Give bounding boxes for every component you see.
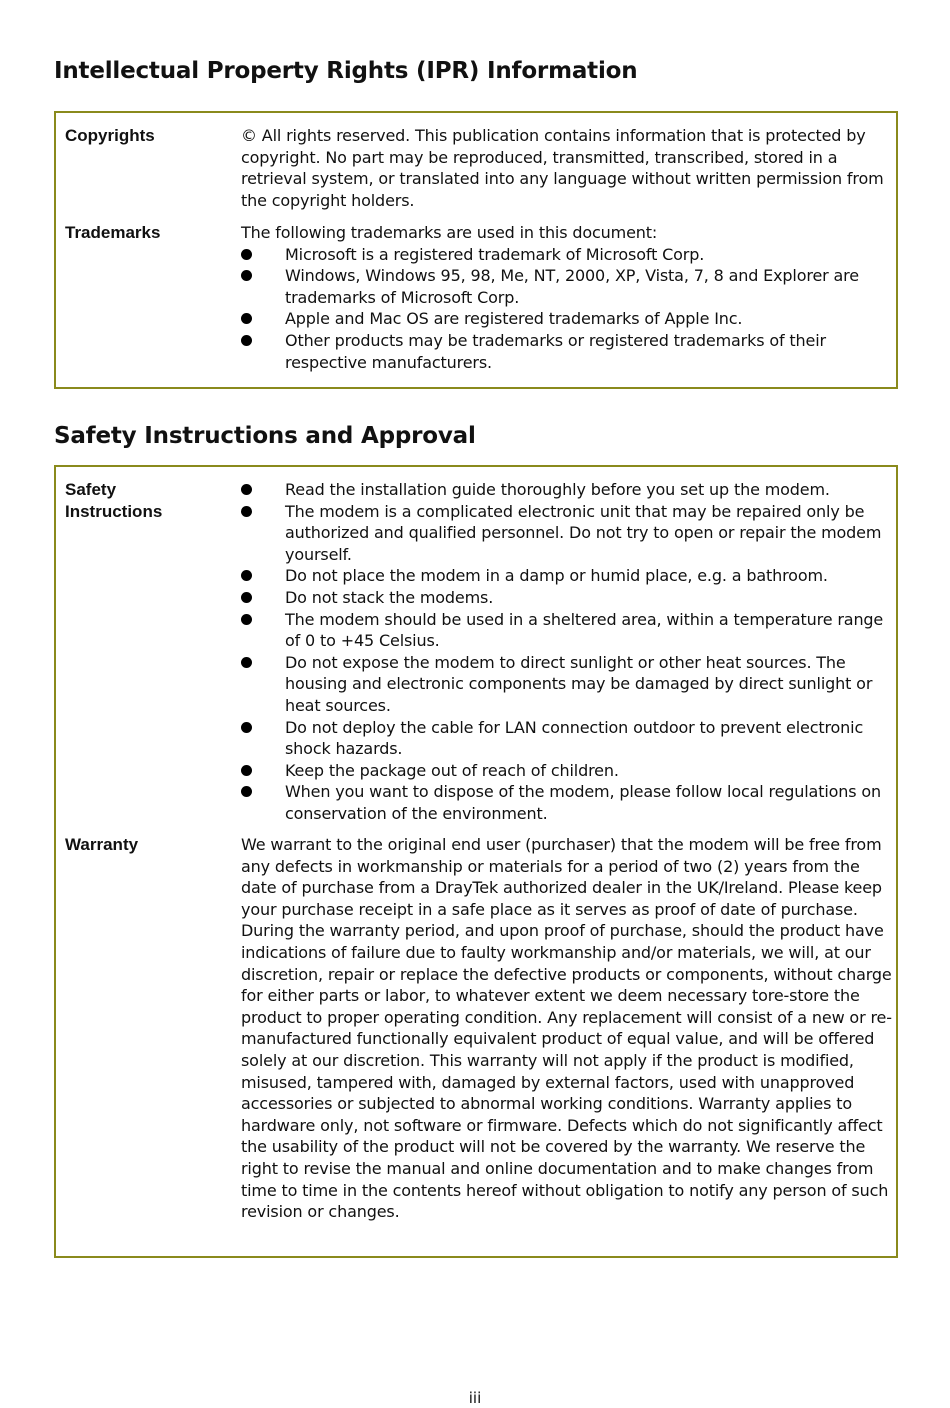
safety-item-text: Keep the package out of reach of children. xyxy=(285,760,619,780)
bullet-icon xyxy=(241,249,252,260)
list-item xyxy=(241,308,896,330)
list-item xyxy=(241,652,896,717)
trademark-item-text: Apple and Mac OS are registered trademarks of Apple Inc. xyxy=(285,309,743,329)
safety-box xyxy=(54,465,898,1258)
ipr-heading: Intellectual Property Rights (IPR) Information xyxy=(54,58,638,84)
bullet-icon xyxy=(241,570,252,581)
bullet-icon xyxy=(241,592,252,603)
page-number: iii xyxy=(468,1389,482,1407)
bullet-icon xyxy=(241,722,252,733)
copyrights-paragraph: © All rights reserved. This publication contains information that is protected by copyright. No part may be reproduced, transmitted, transcribed, stored in a retrieval system, or translated into any language without written permission from the copyright holders. xyxy=(241,126,884,210)
copyrights-text xyxy=(241,125,896,211)
warranty-content xyxy=(241,834,896,1223)
safety-item-text: The modem should be used in a sheltered area, within a temperature range of 0 to +45 Celsius. xyxy=(285,609,884,651)
list-item xyxy=(241,717,896,760)
bullet-icon xyxy=(241,765,252,776)
list-item xyxy=(241,781,896,824)
safety-heading: Safety Instructions and Approval xyxy=(54,423,476,449)
trademarks-content xyxy=(241,222,896,373)
list-item xyxy=(241,479,896,501)
safety-item-text: When you want to dispose of the modem, please follow local regulations on conservation of the environment. xyxy=(285,782,882,823)
safety-item-text: Read the installation guide thoroughly before you set up the modem. xyxy=(285,480,830,499)
list-item xyxy=(241,501,896,566)
list-item xyxy=(241,609,896,652)
list-item xyxy=(241,587,896,609)
trademarks-list xyxy=(241,244,896,374)
warranty-label: Warranty xyxy=(65,835,139,854)
trademark-item-text: Windows, Windows 95, 98, Me, NT, 2000, XP, Vista, 7, 8 and Explorer are trademarks of Microsoft Corp. xyxy=(285,266,859,307)
trademark-item-text: Other products may be trademarks or registered trademarks of their respective manufacturers. xyxy=(285,330,826,372)
bullet-icon xyxy=(241,484,252,495)
warranty-paragraph: We warrant to the original end user (purchaser) that the modem will be free from any defects in workmanship or materials for a period of two (2) years from the date of purchase from a DrayTek authorized dealer in the UK/Ireland. Please keep your purchase receipt in a safe place as it serves as proof of date of purchase. During the warranty period, and upon proof of purchase, should the product have indications of failure due to faulty workmanship and/or materials, we will, at our discretion, repair or replace the defective products or components, without charge for either parts or labor, to whatever extent we deem necessary tore-store the product to proper operating condition. Any replacement will consist of a new or re-manufactured functionally equivalent product of equal value, and will be offered solely at our discretion. This warranty will not apply if the product is modified, misused, tampered with, damaged by external factors, used with unapproved accessories or subjected to abnormal working conditions. Warranty applies to hardware only, not software or firmware. Defects which do not significantly affect the usability of the product will not be covered by the warranty. We reserve the right to revise the manual and online documentation and to make changes from time to time in the contents hereof without obligation to notify any person of such revision or changes. xyxy=(241,835,892,1222)
bullet-icon xyxy=(241,614,252,625)
safety-instructions-content xyxy=(241,479,896,825)
list-item xyxy=(241,565,896,587)
bullet-icon xyxy=(241,313,252,324)
trademarks-label: Trademarks xyxy=(65,223,161,242)
list-item xyxy=(241,265,896,308)
ipr-box xyxy=(54,111,898,389)
bullet-icon xyxy=(241,335,252,346)
trademarks-intro: The following trademarks are used in this document: xyxy=(241,223,658,242)
safety-item-text: Do not expose the modem to direct sunlight or other heat sources. The housing and electronic components may be damaged by direct sunlight or heat sources. xyxy=(285,652,873,715)
trademark-item-text: Microsoft is a registered trademark of Microsoft Corp. xyxy=(285,244,705,264)
list-item xyxy=(241,760,896,782)
safety-instructions-list xyxy=(241,479,896,825)
safety-item-text: Do not stack the modems. xyxy=(285,587,494,607)
bullet-icon xyxy=(241,657,252,668)
list-item xyxy=(241,244,896,266)
bullet-icon xyxy=(241,506,252,517)
safety-item-text: The modem is a complicated electronic unit that may be repaired only be authorized and qualified personnel. Do not try to open or repair the modem yourself. xyxy=(285,501,882,564)
safety-item-text: Do not deploy the cable for LAN connection outdoor to prevent electronic shock hazards. xyxy=(285,717,864,759)
safety-instructions-label: Safety Instructions xyxy=(65,480,163,521)
copyrights-label: Copyrights xyxy=(65,126,155,145)
safety-item-text: Do not place the modem in a damp or humid place, e.g. a bathroom. xyxy=(285,566,828,586)
bullet-icon xyxy=(241,270,252,281)
list-item xyxy=(241,330,896,373)
bullet-icon xyxy=(241,786,252,797)
